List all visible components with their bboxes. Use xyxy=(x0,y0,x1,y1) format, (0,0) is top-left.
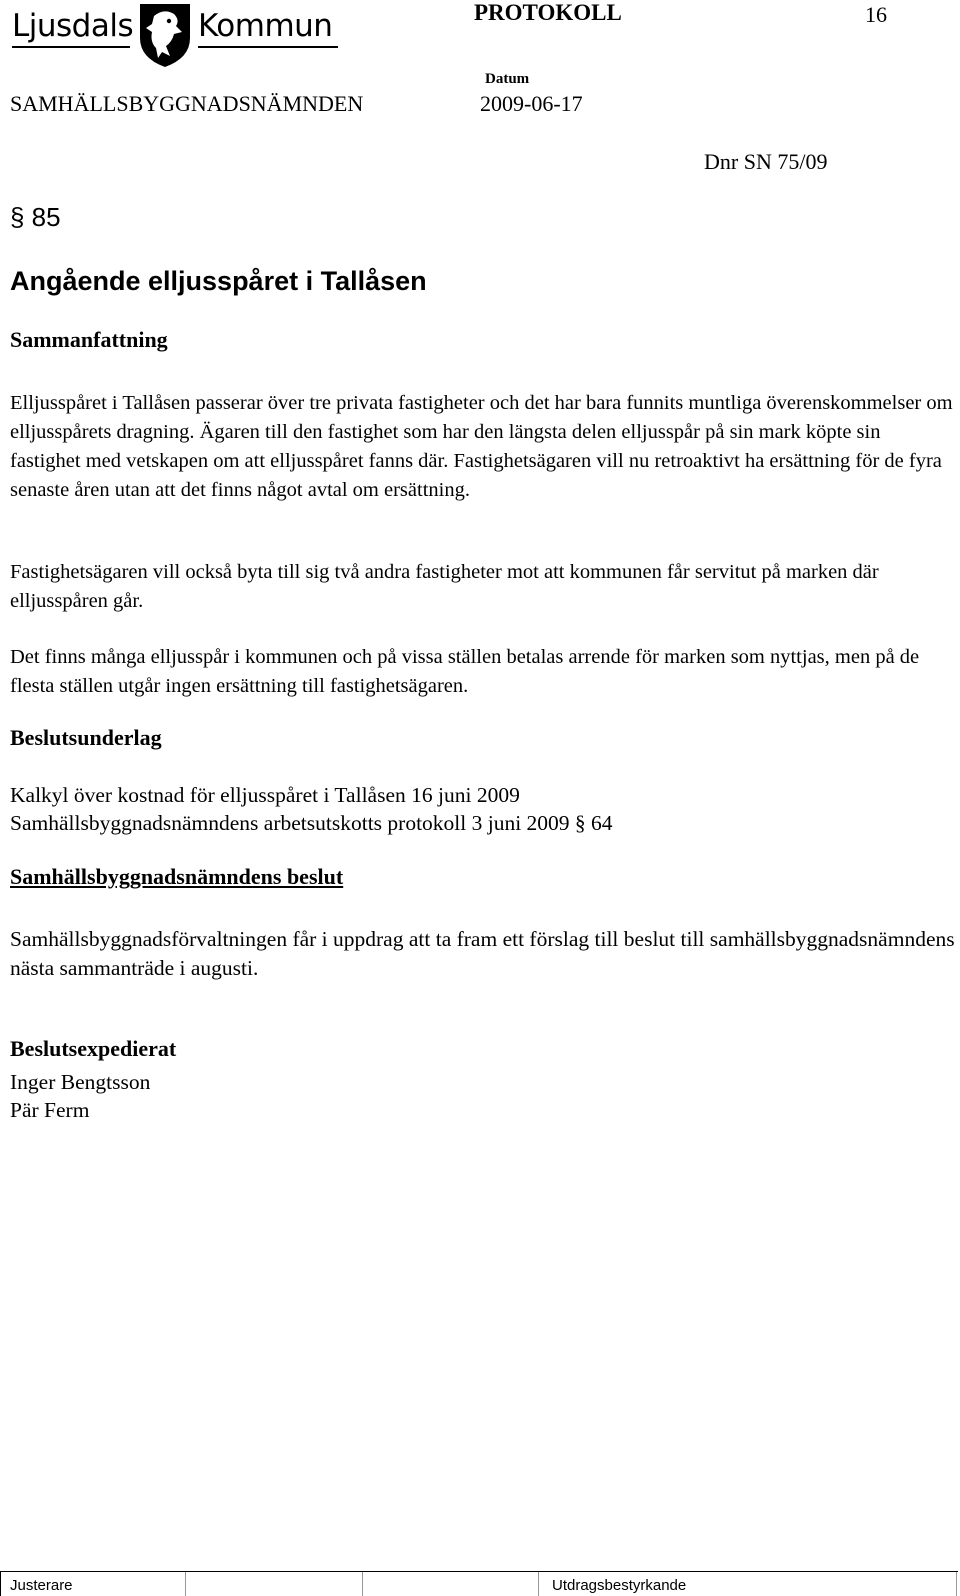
meeting-date: 2009-06-17 xyxy=(480,91,583,116)
summary-paragraph: Fastighetsägaren vill också byta till sig två andra fastigheter mot att kommunen får servitut på marken där elljusspåren går. xyxy=(10,561,879,612)
dispatch-heading: Beslutsexpedierat xyxy=(10,1036,177,1061)
footer-cell xyxy=(362,1572,363,1596)
summary-paragraph: Elljusspåret i Tallåsen passerar över tre privata fastigheter och det har bara funnits muntliga överenskommelser om elljusspårets dragning. Ägaren till den fastighet som har den längsta delen elljusspår på sin mark köpte sin fastighet med vetskapen om att elljusspåret fanns där. Fastighetsägaren vill nu retroaktivt ha ersättning för de fyra senaste åren utan att det finns något avtal om ersättning. xyxy=(10,392,953,501)
basis-heading: Beslutsunderlag xyxy=(10,725,162,750)
logo-text-kommun: Kommun xyxy=(198,8,333,44)
footer-cell xyxy=(0,1572,1,1596)
footer-cell xyxy=(538,1572,539,1596)
footer-cell xyxy=(185,1572,186,1596)
coat-of-arms-icon xyxy=(136,2,194,68)
signature-footer xyxy=(0,1571,958,1596)
logo-text-ljusdals: Ljusdals xyxy=(12,8,134,44)
basis-item: Kalkyl över kostnad för elljusspåret i Tallåsen 16 juni 2009 xyxy=(10,783,520,807)
decision-text: Samhällsbyggnadsförvaltningen får i uppdrag att ta fram ett förslag till beslut till samhällsbyggnadsnämndens nästa sammanträde i augusti. xyxy=(10,927,955,980)
basis-item: Samhällsbyggnadsnämndens arbetsutskotts protokoll 3 juni 2009 § 64 xyxy=(10,811,613,835)
summary-heading: Sammanfattning xyxy=(10,327,168,352)
summary-paragraph: Det finns många elljusspår i kommunen och på vissa ställen betalas arrende för marken som nyttjas, men på de flesta ställen utgår ingen ersättning till fastighetsägaren. xyxy=(10,646,920,697)
utdrag-label: Utdragsbestyrkande xyxy=(552,1577,687,1594)
dispatch-recipient: Inger Bengtsson xyxy=(10,1070,151,1094)
document-type: PROTOKOLL xyxy=(474,0,622,25)
logo-underline-left xyxy=(12,46,130,48)
diary-number: Dnr SN 75/09 xyxy=(704,149,828,174)
date-label: Datum xyxy=(485,71,530,87)
page-title: Angående elljusspåret i Tallåsen xyxy=(10,266,427,296)
logo-underline-right xyxy=(198,46,338,48)
justerare-label: Justerare xyxy=(10,1577,73,1594)
kommun-logo xyxy=(10,2,340,70)
page-number: 16 xyxy=(865,2,887,27)
decision-heading: Samhällsbyggnadsnämndens beslut xyxy=(10,864,344,889)
dispatch-recipient: Pär Ferm xyxy=(10,1098,90,1122)
board-name: SAMHÄLLSBYGGNADSNÄMNDEN xyxy=(10,91,364,116)
footer-cell xyxy=(956,1572,957,1596)
paragraph-number: § 85 xyxy=(10,202,61,232)
